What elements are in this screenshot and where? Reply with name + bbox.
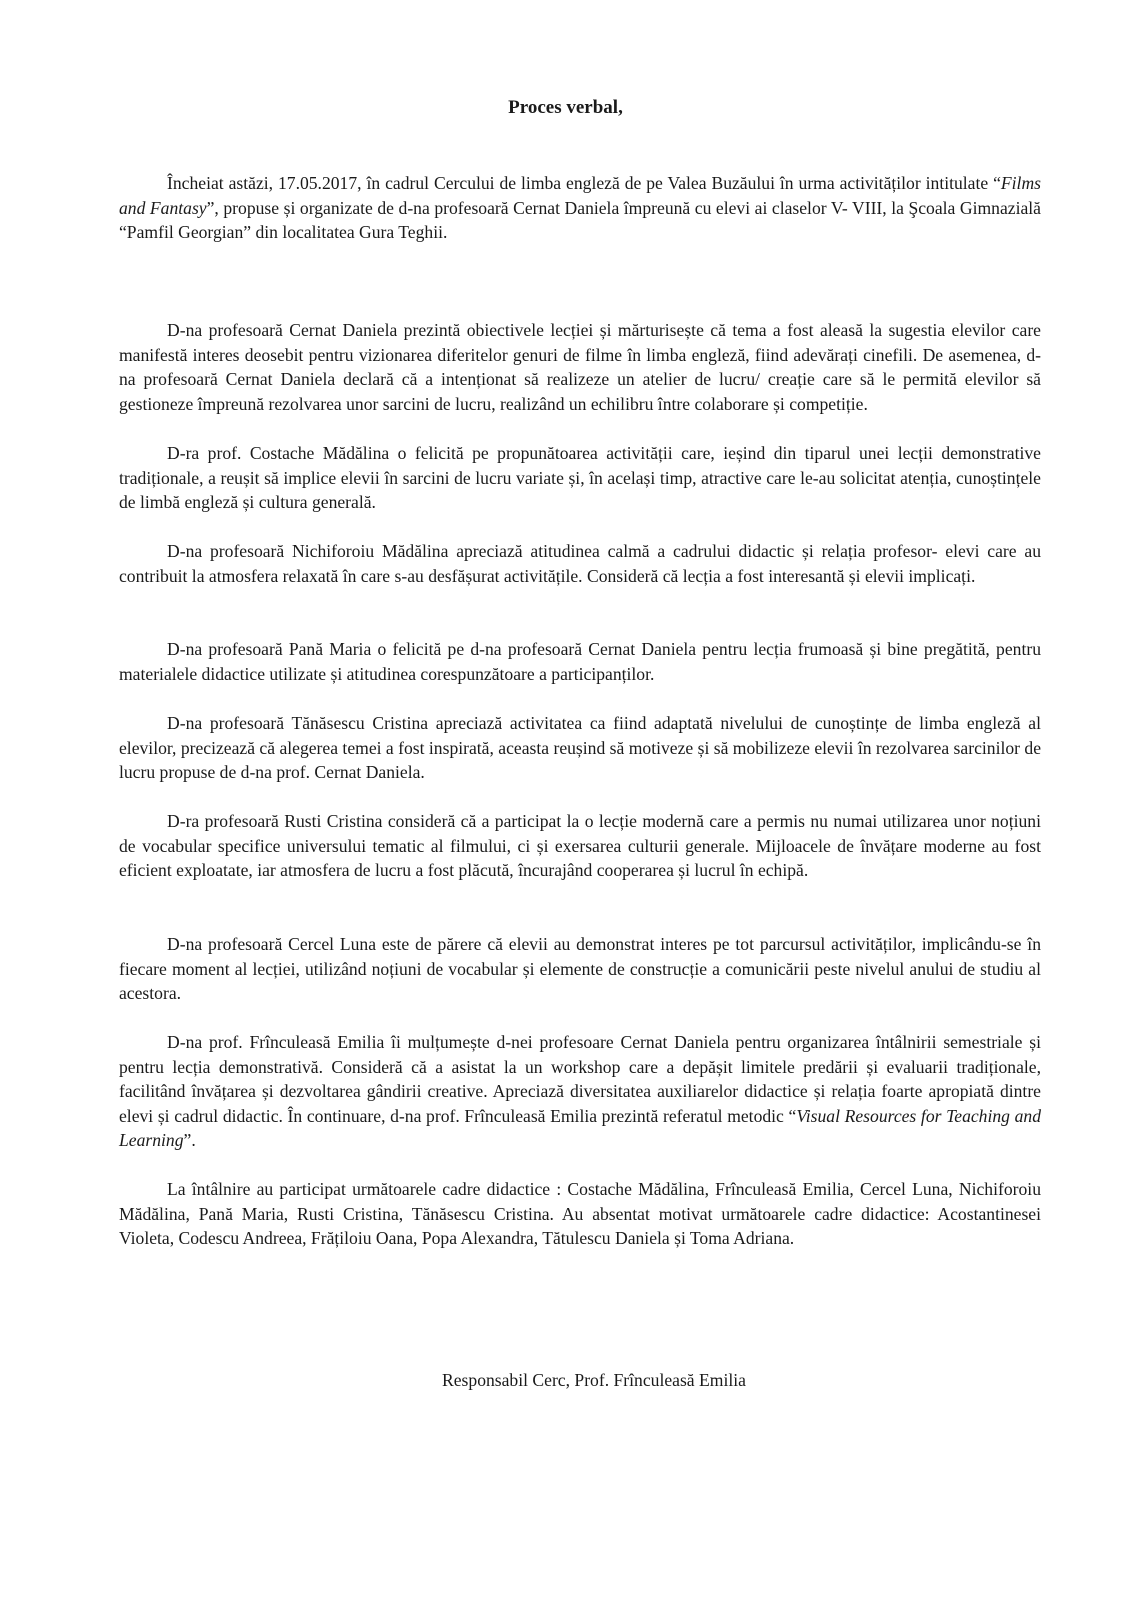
signature-line: Responsabil Cerc, Prof. Frînculeasă Emilia [442,1370,746,1390]
paragraph-nichiforoiu: D-na profesoară Nichiforoiu Mădălina apreciază atitudinea calmă a cadrului didactic și relația profesor- elevi care au contribuit la atmosfera relaxată în care s-au desfășurat activitățile. Consideră că lecția a fost interesantă și elevii implicați. [119,541,1041,586]
paragraph-frinculeasa-text-b: ”. [183,1130,196,1150]
paragraph-frinculeasa [119,1030,1041,1153]
paragraph-cercel: D-na profesoară Cercel Luna este de părere că elevii au demonstrat interes pe tot parcursul activităților, implicându-se în fiecare moment al lecției, utilizând noțiuni de vocabular și elemente de construcție a comunicării peste nivelul anului de studiu al acestora. [119,934,1041,1003]
paragraph-cernat: D-na profesoară Cernat Daniela prezintă obiectivele lecției și mărturisește că tema a fost aleasă la sugestia elevilor care manifestă interes deosebit pentru vizionarea diferitelor genuri de filme în limba engleză, fiind adevărați cinefili. De asemenea, d-na profesoară Cernat Daniela declară că a intenționat să realizeze un atelier de lucru/ creație care să le permită elevilor să gestioneze împreună rezolvarea unor sarcini de lucru, realizând un echilibru între colaborare și competiție. [119,320,1041,414]
paragraph-rusti: D-ra profesoară Rusti Cristina consideră că a participat la o lecție modernă care a permis nu numai utilizarea unor noțiuni de vocabular specifice universului tematic al filmului, ci și exersarea culturii generale. Mijloacele de învățare moderne au fost eficient exploatate, iar atmosfera de lucru a fost plăcută, încurajând cooperarea și lucrul în echipă. [119,811,1041,880]
referat-title: Visual Resources for Teaching and Learning [119,1105,1041,1150]
paragraph-tanasescu: D-na profesoară Tănăsescu Cristina apreciază activitatea ca fiind adaptată nivelului de cunoștințe de limba engleză al elevilor, precizează că alegerea temei a fost inspirată, aceasta reușind să motiveze și să mobilizeze elevii în rezolvarea sarcinilor de lucru propuse de d-na prof. Cernat Daniela. [119,713,1042,782]
paragraph-intro-text-a: Încheiat astăzi, 17.05.2017, în cadrul Cercului de limba engleză de pe Valea Buzăului în urma activităților intitulate “ [167,173,1001,193]
paragraph-intro [119,171,1041,245]
paragraph-costache: D-ra prof. Costache Mădălina o felicită pe propunătoarea activității care, ieșind din tiparul unei lecții demonstrative tradiționale, a reușit să implice elevii în sarcini de lucru variate și, în același timp, atractive care le-au solicitat atenția, cunoștințele de limbă engleză și cultura generală. [119,443,1041,512]
activity-title: Films and Fantasy [119,173,1041,218]
paragraph-intro-text-b: ”, propuse și organizate de d-na profesoară Cernat Daniela împreună cu elevi ai claselor V- VIII, la Şcoala Gimnazială “Pamfil Georgian” din localitatea Gura Teghii. [119,197,1041,242]
document-title: Proces verbal, [508,97,623,118]
paragraph-pana: D-na profesoară Pană Maria o felicită pe d-na profesoară Cernat Daniela pentru lecția frumoasă și bine pregătită, pentru materialele didactice utilizate și atitudinea corespunzătoare a participanților. [119,639,1041,684]
paragraph-participants: La întâlnire au participat următoarele cadre didactice : Costache Mădălina, Frînculeasă Emilia, Cercel Luna, Nichiforoiu Mădălina, Pană Maria, Rusti Cristina, Tănăsescu Cristina. Au absentat motivat următoarele cadre didactice: Acostantinesei Violeta, Codescu Andreea, Frățiloiu Oana, Popa Alexandra, Tătulescu Daniela și Toma Adriana. [119,1179,1041,1248]
paragraph-frinculeasa-text-a: D-na prof. Frînculeasă Emilia îi mulțumește d-nei profesoare Cernat Daniela pentru organizarea întâlnirii semestriale și pentru lecția demonstrativă. Consideră că a asistat la un workshop care a depășit limitele predării și evaluarii tradiționale, facilitând învățarea și dezvoltarea gândirii creative. Apreciază diversitatea auxiliarelor didactice și relația foarte apropiată dintre elevi și cadrul didactic. În continuare, d-na prof. Frînculeasă Emilia prezintă referatul metodic “ [119,1032,1041,1126]
